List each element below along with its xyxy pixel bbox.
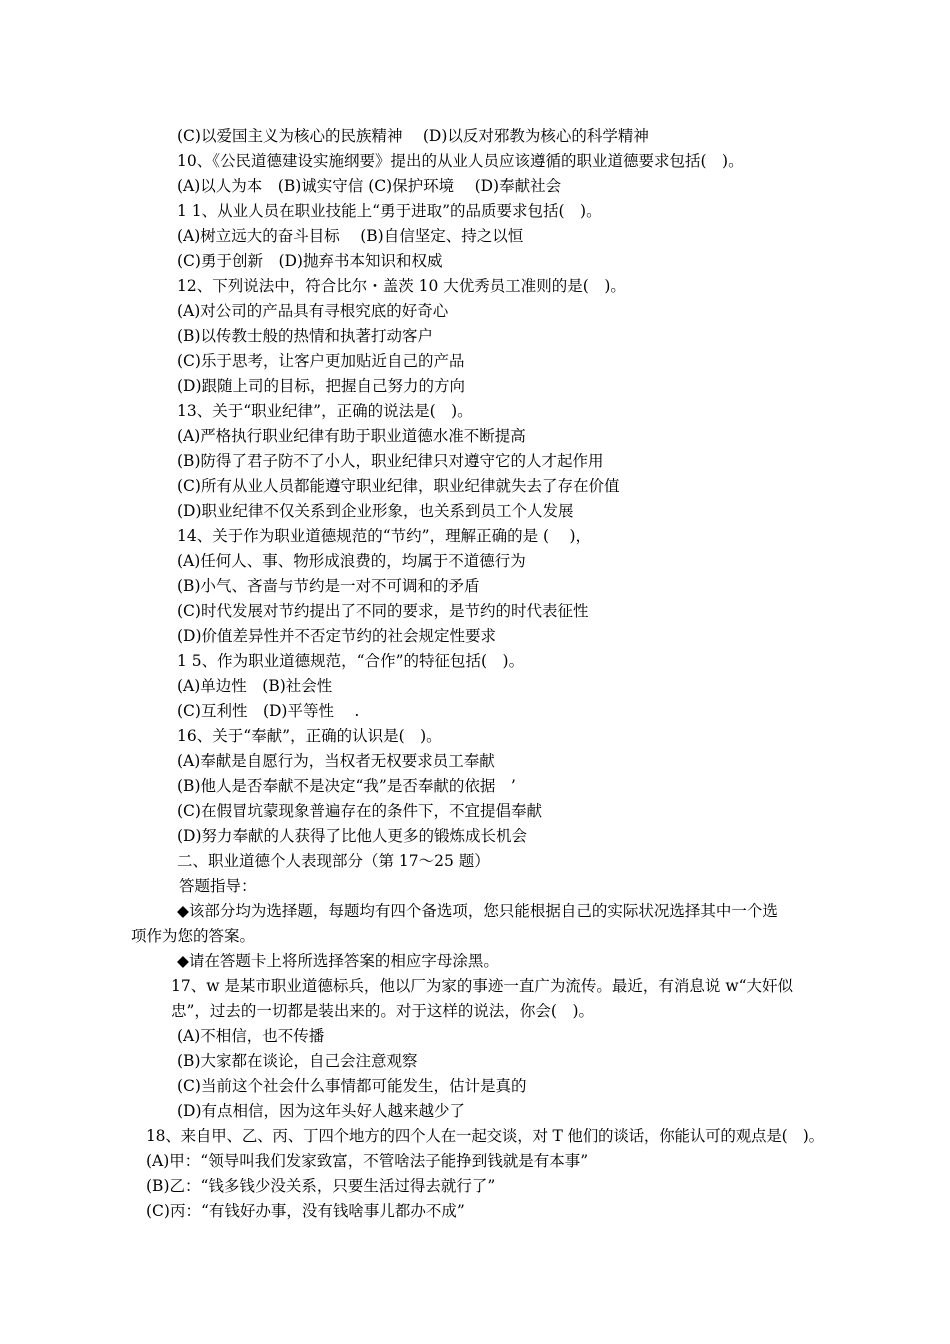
q12-question: 12、下列说法中，符合比尔・盖茨 10 大优秀员工准则的是( )。	[177, 277, 626, 295]
q17-option-b: (B)大家都在谈论，自己会注意观察	[177, 1052, 418, 1070]
q18-question: 18、来自甲、乙、丙、丁四个地方的四个人在一起交谈，对 T 他们的谈话，你能认可的观点是( )。	[146, 1127, 824, 1145]
q14-option-d: (D)价值差异性并不否定节约的社会规定性要求	[177, 627, 497, 645]
q18-option-c: (C)丙：“有钱好办事，没有钱啥事儿都办不成”	[146, 1202, 465, 1220]
q12-option-d: (D)跟随上司的目标，把握自己努力的方向	[177, 377, 466, 395]
section-two-heading: 二、职业道德个人表现部分（第 17～25 题）	[177, 852, 490, 870]
q15-question: 1 5、作为职业道德规范，“合作”的特征包括( )。	[177, 652, 525, 670]
guide-bullet-2: ◆请在答题卡上将所选择答案的相应字母涂黑。	[177, 952, 499, 970]
q17-option-a: (A)不相信，也不传播	[177, 1027, 325, 1045]
q13-option-d: (D)职业纪律不仅关系到企业形象，也关系到员工个人发展	[177, 502, 574, 520]
q13-question: 13、关于“职业纪律”，正确的说法是( )。	[177, 402, 473, 420]
q15-options-cd: (C)互利性 (D)平等性 .	[177, 702, 360, 720]
q17-question-cont: 忠”，过去的一切都是装出来的。对于这样的说法，你会( )。	[171, 1002, 595, 1020]
q14-option-a: (A)任何人、事、物形成浪费的，均属于不道德行为	[177, 552, 526, 570]
guide-bullet-1-cont: 项作为您的答案。	[131, 927, 256, 945]
q13-option-b: (B)防得了君子防不了小人，职业纪律只对遵守它的人才起作用	[177, 452, 604, 470]
q9-options-cd: (C)以爱国主义为核心的民族精神 (D)以反对邪教为核心的科学精神	[177, 127, 649, 145]
q12-option-b: (B)以传教士般的热情和执著打动客户	[177, 327, 433, 345]
q11-options-cd: (C)勇于创新 (D)抛弃书本知识和权威	[177, 252, 443, 270]
q16-option-b: (B)他人是否奉献不是决定“我”是否奉献的依据 ’	[177, 777, 516, 795]
q13-option-a: (A)严格执行职业纪律有助于职业道德水准不断提高	[177, 427, 526, 445]
q16-question: 16、关于“奉献”，正确的认识是( )。	[177, 727, 442, 745]
q14-question: 14、关于作为职业道德规范的“节约”，理解正确的是 ( )，	[177, 527, 592, 545]
q16-option-c: (C)在假冒坑蒙现象普遍存在的条件下，不宜提倡奉献	[177, 802, 542, 820]
q15-options-ab: (A)单边性 (B)社会性	[177, 677, 333, 695]
answer-guide-label: 答题指导：	[179, 877, 257, 895]
q13-option-c: (C)所有从业人员都能遵守职业纪律，职业纪律就失去了存在价值	[177, 477, 620, 495]
q16-option-a: (A)奉献是自愿行为，当权者无权要求员工奉献	[177, 752, 495, 770]
q16-option-d: (D)努力奉献的人获得了比他人更多的锻炼成长机会	[177, 827, 528, 845]
q12-option-a: (A)对公司的产品具有寻根究底的好奇心	[177, 302, 449, 320]
guide-bullet-1: ◆该部分均为选择题，每题均有四个备选项，您只能根据自己的实际状况选择其中一个选	[177, 902, 778, 920]
q10-options: (A)以人为本 (B)诚实守信 (C)保护环境 (D)奉献社会	[177, 177, 562, 195]
q14-option-b: (B)小气、吝啬与节约是一对不可调和的矛盾	[177, 577, 480, 595]
q17-question: 17、w 是某市职业道德标兵，他以厂为家的事迹一直广为流传。最近，有消息说 w“大奸似	[171, 977, 794, 995]
q11-question: 1 1、从业人员在职业技能上“勇于进取”的品质要求包括( )。	[177, 202, 602, 220]
q14-option-c: (C)时代发展对节约提出了不同的要求，是节约的时代表征性	[177, 602, 589, 620]
q11-options-ab: (A)树立远大的奋斗目标 (B)自信坚定、持之以恒	[177, 227, 524, 245]
q17-option-d: (D)有点相信，因为这年头好人越来越少了	[177, 1102, 466, 1120]
q10-question: 10、《公民道德建设实施纲要》提出的从业人员应该遵循的职业道德要求包括( )。	[177, 152, 744, 170]
q18-option-a: (A)甲：“领导叫我们发家致富，不管啥法子能挣到钱就是有本事”	[146, 1152, 589, 1170]
q12-option-c: (C)乐于思考，让客户更加贴近自己的产品	[177, 352, 465, 370]
q18-option-b: (B)乙：“钱多钱少没关系，只要生活过得去就行了”	[146, 1177, 496, 1195]
q17-option-c: (C)当前这个社会什么事情都可能发生，估计是真的	[177, 1077, 527, 1095]
